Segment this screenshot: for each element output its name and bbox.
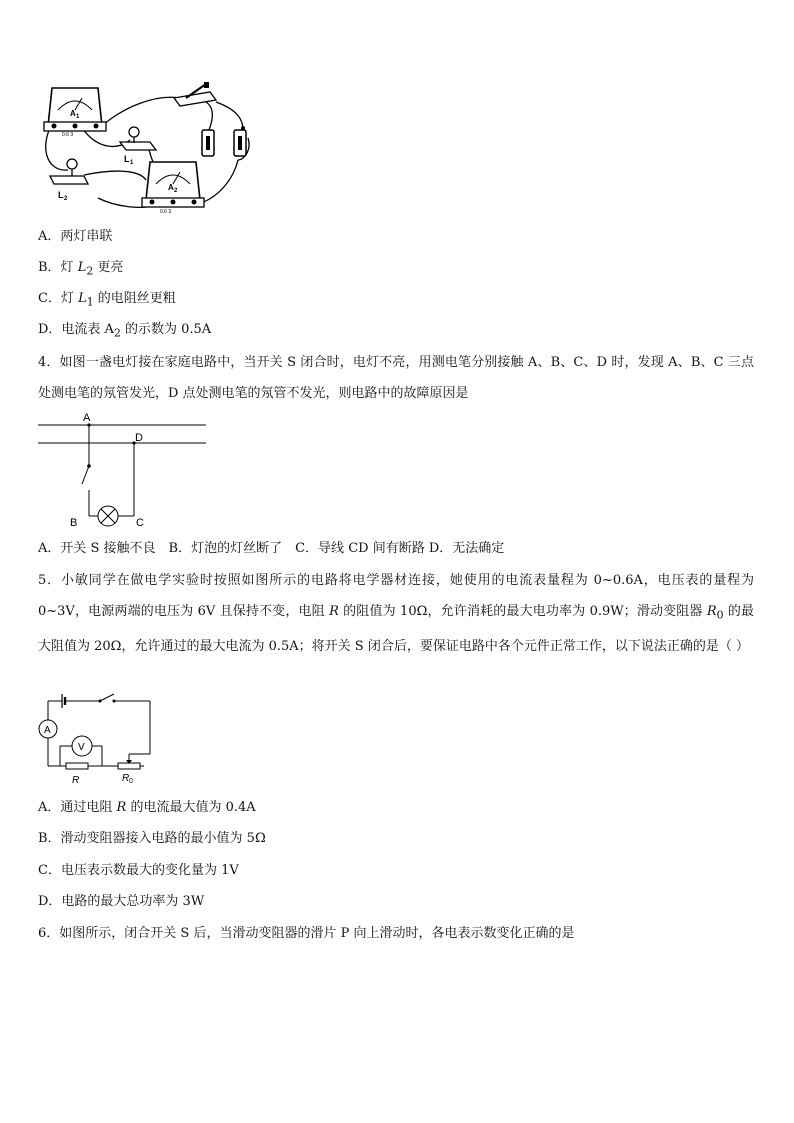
lamp-l2-subscript: 2 [64,196,68,202]
q5-option-b: B．滑动变阻器接入电路的最小值为 5Ω [38,831,266,846]
knife-switch-icon [174,82,216,106]
resistor-label: R [72,775,80,786]
q3-option-c: C．灯 $L_1$ 的电阻丝更粗 [38,291,176,309]
ammeter-a1-label: A [70,109,76,118]
point-a-label: A [83,412,91,424]
q4-stem: 4．如图一盏电灯接在家庭电路中，当开关 S 闭合时，电灯不亮，用测电笔分别接触 A、B、C、D 时，发现 A、B、C 三点处测电笔的氖管发光，D 点处测电笔的氖管不发光，则电路中的故障原因是 [38,355,754,401]
ammeter-a1-subscript: 1 [76,114,80,120]
ammeter-label: A [44,725,51,736]
rheostat-subscript: 0 [129,778,133,785]
point-d-label: D [135,432,143,444]
ammeter-a2-label: A [168,183,174,192]
resistor-icon [66,763,88,769]
q5-option-d: D．电路的最大总功率为 3W [38,894,205,909]
switch-pivot-icon [87,464,91,468]
lamp-l2-label: L [58,190,64,200]
battery-icon [202,126,246,156]
q3-option-d: D．电流表 $A_2$ 的示数为 0.5A [38,322,212,340]
q5-circuit-figure [36,688,160,788]
q3-circuit-figure [38,80,268,220]
lamp-l1-label: L [124,154,130,164]
ammeter-a2-terminals: 0.6 3 [160,209,172,215]
switch-icon [99,700,102,703]
q5-stem: 5．小敏同学在做电学实验时按照如图所示的电路将电学器材连接，她使用的电流表量程为 0~0.6A，电压表的量程为 0~3V，电源两端的电压为 6V 且保持不变，电阻 R 的阻值为 10Ω，允许消耗的最大电功率为 0.9W；滑动变阻器 $R_0$ 的最大阻值为 20Ω，允许通过的最大电流为 0.5A；将开关 S 闭合后，要保证电路中各个元件正常工作，以下说法正确的是（ ） [38,573,754,654]
q4-options: A．开关 S 接触不良 B．灯泡的灯丝断了 C．导线 CD 间有断路 D．无法确定 [38,541,505,556]
ammeter-a2-subscript: 2 [174,188,178,194]
q5-option-a: A．通过电阻 R 的电流最大值为 0.4A [38,800,256,815]
q3-option-a: A．两灯串联 [38,229,113,244]
q4-household-circuit-figure [38,410,218,534]
point-b-label: B [70,517,78,529]
ammeter-a1-terminals: 0.6 3 [62,132,74,138]
voltmeter-label: V [78,742,85,753]
q3-option-b: B．灯 $L_2$ 更亮 [38,260,124,278]
battery-icon [62,694,65,708]
rheostat-label: R [122,773,130,784]
lamp-l1-subscript: 1 [130,160,134,166]
q6-stem: 6．如图所示，闭合开关 S 后，当滑动变阻器的滑片 P 向上滑动时，各电表示数变化正确的是 [38,926,575,941]
point-c-label: C [136,517,144,529]
lamp-l1-icon [120,127,156,150]
q5-option-c: C．电压表示数最大的变化量为 1V [38,863,239,878]
lamp-l2-icon [50,159,88,184]
